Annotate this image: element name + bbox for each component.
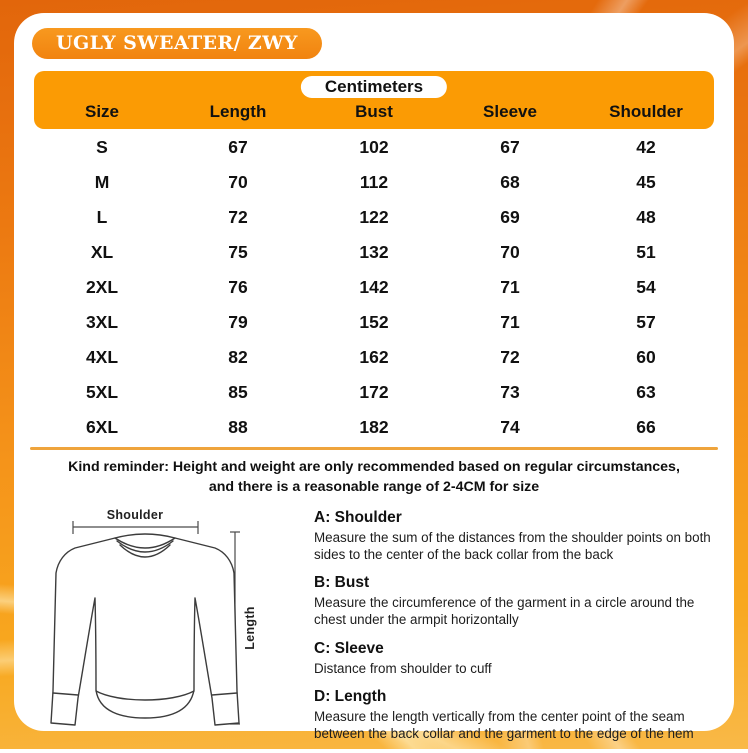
- guide-section-length: [314, 688, 726, 742]
- length-cell: 85: [228, 382, 248, 402]
- bust-cell: 112: [359, 172, 389, 192]
- guide-section-bust: [314, 574, 726, 628]
- size-table-header: [34, 71, 714, 129]
- reminder-line-1: Kind reminder: Height and weight are only recommended based on regular circumstances,: [68, 459, 680, 475]
- size-table-body: [34, 130, 714, 445]
- shoulder-cell: 57: [636, 312, 656, 332]
- guide-desc: Measure the sum of the distances from the shoulder points on both sides to the center of the back collar from the back: [314, 530, 711, 563]
- guide-desc: Distance from shoulder to cuff: [314, 660, 492, 676]
- column-header-size: Size: [84, 102, 120, 121]
- unit-label: Centimeters: [324, 77, 424, 96]
- shoulder-cell: 51: [636, 242, 656, 262]
- bust-cell: 102: [359, 137, 389, 157]
- table-row: [34, 270, 714, 305]
- length-cell: 79: [228, 312, 248, 332]
- shoulder-cell: 60: [636, 347, 656, 367]
- shoulder-cell: 42: [636, 137, 656, 157]
- table-row: [34, 165, 714, 200]
- bust-cell: 152: [359, 312, 389, 332]
- guide-title: B: Bust: [314, 574, 370, 592]
- shoulder-cell: 45: [636, 172, 656, 192]
- length-label: Length: [243, 606, 257, 650]
- sleeve-cell: 71: [500, 277, 520, 297]
- guide-title: C: Sleeve: [314, 639, 384, 657]
- column-header-sleeve: Sleeve: [483, 102, 537, 121]
- size-cell: XL: [90, 242, 114, 262]
- sleeve-cell: 70: [500, 242, 520, 262]
- bust-cell: 162: [359, 347, 389, 367]
- length-cell: 88: [228, 417, 248, 437]
- size-cell: 4XL: [85, 347, 119, 367]
- table-divider: [30, 447, 718, 450]
- shoulder-cell: 63: [636, 382, 656, 402]
- guide-section-shoulder: [314, 509, 726, 563]
- column-header-bust: Bust: [355, 102, 393, 121]
- bust-cell: 132: [359, 242, 389, 262]
- guide-title: D: Length: [314, 687, 387, 705]
- product-title: UGLY SWEATER/ ZWY: [56, 32, 298, 54]
- guide-desc: Measure the length vertically from the center point of the seam between the back collar and the garment to the edge of the hem: [314, 708, 694, 741]
- guide-desc: Measure the circumference of the garment in a circle around the chest under the armpit horizontally: [314, 595, 695, 628]
- size-cell: S: [96, 137, 108, 157]
- measurement-guide: [314, 509, 726, 753]
- sweater-diagram: [38, 505, 304, 739]
- bust-cell: 182: [359, 417, 389, 437]
- size-cell: M: [94, 172, 110, 192]
- guide-title: A: Shoulder: [314, 509, 402, 526]
- shoulder-cell: 54: [636, 277, 656, 297]
- table-row: [34, 410, 714, 445]
- length-cell: 82: [228, 347, 248, 367]
- size-cell: L: [96, 207, 108, 227]
- bust-cell: 142: [359, 277, 389, 297]
- size-card: [14, 13, 734, 741]
- table-row: [34, 375, 714, 410]
- table-row: [34, 340, 714, 375]
- reminder-note: [14, 457, 734, 497]
- bust-cell: 172: [359, 382, 389, 402]
- sleeve-cell: 68: [500, 172, 520, 192]
- length-cell: 76: [228, 277, 248, 297]
- sleeve-cell: 69: [500, 207, 520, 227]
- sleeve-cell: 71: [500, 312, 520, 332]
- length-cell: 72: [228, 207, 248, 227]
- unit-pill: [301, 76, 447, 98]
- reminder-line-2: and there is a reasonable range of 2-4CM for size: [208, 479, 540, 496]
- size-cell: 2XL: [85, 277, 119, 297]
- shoulder-dimension-line: [73, 521, 198, 534]
- table-row: [34, 200, 714, 235]
- sweater-outline: [51, 534, 239, 725]
- bust-cell: 122: [359, 207, 389, 227]
- guide-section-sleeve: [314, 640, 726, 677]
- sleeve-cell: 73: [500, 382, 520, 402]
- sleeve-cell: 67: [500, 137, 520, 157]
- length-cell: 70: [228, 172, 248, 192]
- size-cell: 5XL: [85, 382, 119, 402]
- table-row: [34, 235, 714, 270]
- shoulder-label: Shoulder: [106, 508, 164, 522]
- shoulder-cell: 66: [636, 417, 656, 437]
- product-title-pill: [32, 28, 322, 59]
- shoulder-cell: 48: [636, 207, 656, 227]
- column-header-row: [34, 102, 714, 122]
- column-header-shoulder: Shoulder: [609, 102, 683, 121]
- sleeve-cell: 74: [500, 417, 520, 437]
- column-header-length: Length: [209, 102, 267, 121]
- length-cell: 67: [228, 137, 248, 157]
- table-row: [34, 305, 714, 340]
- length-cell: 75: [228, 242, 248, 262]
- size-cell: 3XL: [85, 312, 119, 332]
- size-cell: 6XL: [85, 417, 119, 437]
- sleeve-cell: 72: [500, 347, 520, 367]
- table-row: [34, 130, 714, 165]
